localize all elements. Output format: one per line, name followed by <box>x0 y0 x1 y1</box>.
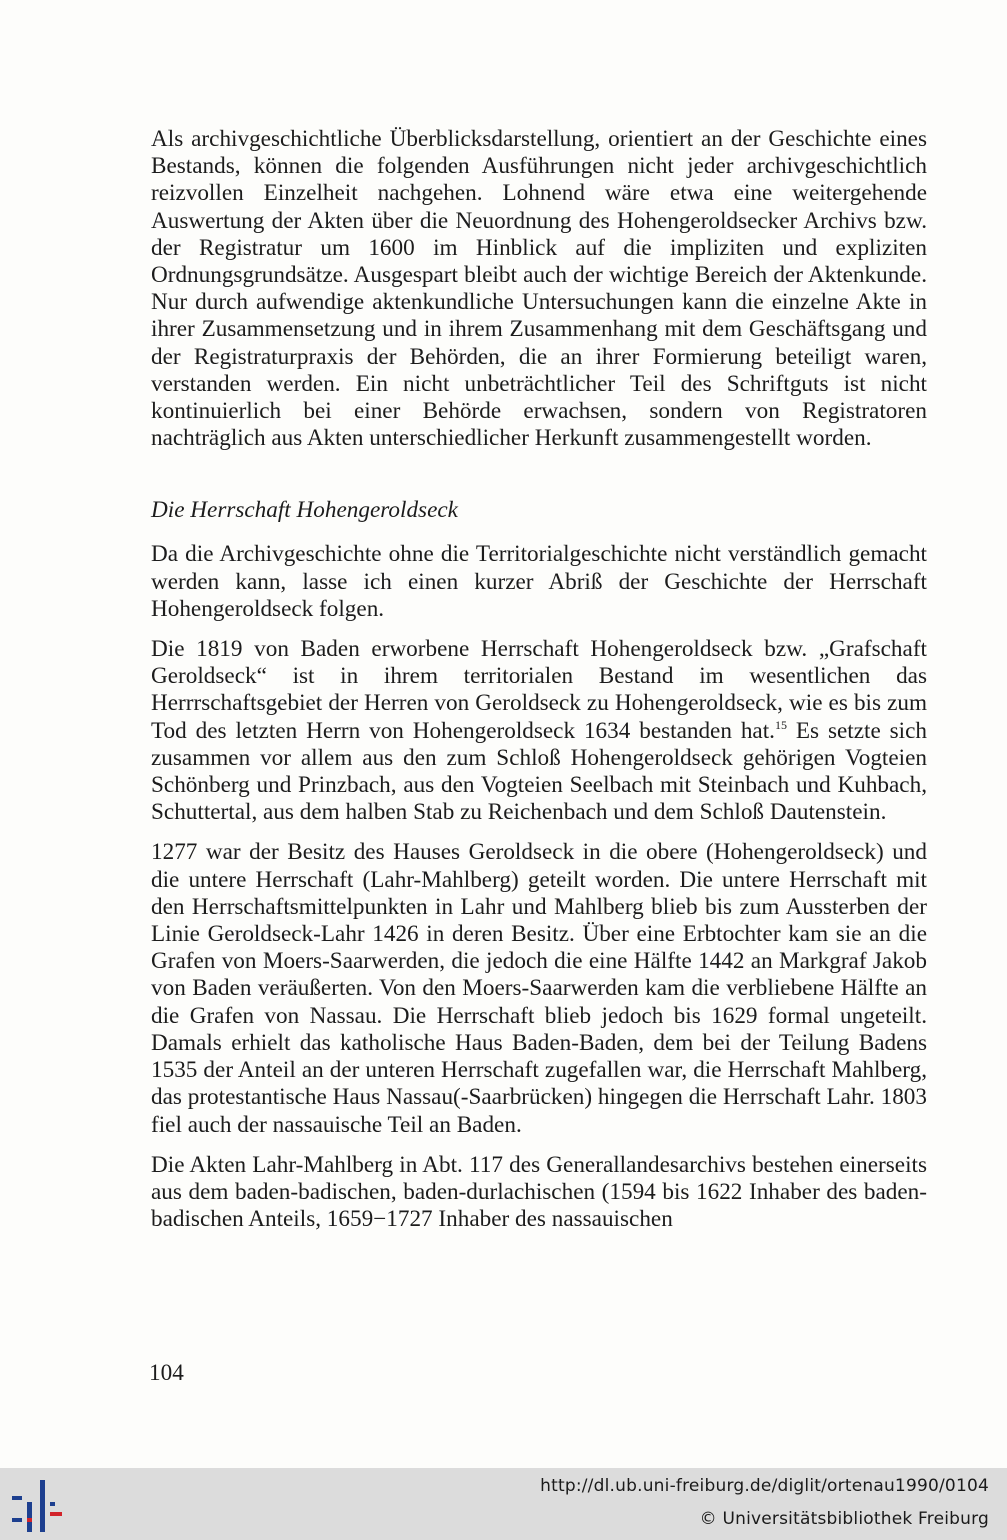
paragraph: Die Akten Lahr-Mahlberg in Abt. 117 des Generallandesarchivs bestehen einerseits aus dem baden-badischen, baden-durlachischen (1594 bis 1622 Inhaber des baden-badischen Anteils, 1659−1727 Inhaber des nassauischen <box>151 1151 927 1233</box>
paragraph-text: Die 1819 von Baden erworbene Herrschaft Hohengeroldseck bzw. „Grafschaft Geroldseck“ ist in ihrem territorialen Bestand im wesentlichen das Herrrschaftsgebiet der Herren von Geroldseck zu Hohengeroldseck, wie es bis zum Tod des letzten Herrn von Hohengeroldseck 1634 bestanden hat. <box>151 636 927 744</box>
paragraph: Als archivgeschichtliche Überblicksdarstellung, orientiert an der Geschichte eines Bestands, können die folgenden Ausführungen nicht jeder archivgeschichtlich reizvollen Einzelheit nachgehen. Lohnend wäre etwa eine weitergehende Auswertung der Akten über die Neuordnung des Hohengeroldsecker Archivs bzw. der Registratur um 1600 im Hinblick auf die impliziten und expliziten Ordnungsgrundsätze. Ausgespart bleibt auch der wichtige Bereich der Aktenkunde. Nur durch aufwendige aktenkundliche Untersuchungen kann die einzelne Akte in ihrer Zusammensetzung und in ihrem Zusammenhang mit dem Geschäftsgang und der Registraturpraxis der Behörden, die an ihrer Formierung beteiligt waren, verstanden werden. Ein nicht unbeträchtlicher Teil des Schriftguts ist nicht kontinuierlich bei einer Behörde erwachsen, sondern von Registratoren nachträglich aus Akten unterschiedlicher Herkunft zusammengestellt worden. <box>151 126 927 452</box>
copyright-notice: © Universitätsbibliothek Freiburg <box>699 1509 989 1529</box>
paragraph-text: Es setzte sich zusammen vor allem aus den zum Schloß Hohengeroldseck gehörigen Vogteien Schönberg und Prinzbach, aus den Vogteien Seelbach mit Steinbach und Kuhbach, Schuttertal, aus dem halben Stab zu Reichenbach und dem Schloß Dautenstein. <box>151 717 927 826</box>
paragraph <box>151 636 927 826</box>
ub-freiburg-logo-icon[interactable] <box>10 1478 66 1534</box>
footnote-reference[interactable]: 15 <box>774 717 787 732</box>
page-number: 104 <box>149 1360 184 1386</box>
section-heading: Die Herrschaft Hohengeroldseck <box>151 497 458 524</box>
body-text <box>151 126 927 1246</box>
document-url-link[interactable]: http://dl.ub.uni-freiburg.de/diglit/ortenau1990/0104 <box>540 1476 989 1496</box>
paragraph: Da die Archivgeschichte ohne die Territorialgeschichte nicht verständlich gemacht werden kann, lasse ich einen kurzer Abriß der Geschichte der Herrschaft Hohengeroldseck folgen. <box>151 541 927 622</box>
footer-bar <box>0 1468 1007 1540</box>
paragraph: 1277 war der Besitz des Hauses Geroldseck in die obere (Hohengeroldseck) und die untere Herrschaft (Lahr-Mahlberg) geteilt worden. Die untere Herrschaft mit den Herrschaftsmittelpunkten in Lahr und Mahlberg blieb bis zum Aussterben der Linie Geroldseck-Lahr 1426 in deren Besitz. Über eine Erbtochter kam sie an die Grafen von Moers-Saarwerden, die jedoch die eine Hälfte 1442 an Markgraf Jakob von Baden veräußerten. Von den Moers-Saarwerden kam die verbliebene Hälfte an die Grafen von Nassau. Die Herrschaft blieb jedoch bis 1629 formal ungeteilt. Damals erhielt das katholische Haus Baden-Baden, dem bei der Teilung Badens 1535 der Anteil an der unteren Herrschaft zugefallen war, die Herrschaft Mahlberg, das protestantische Haus Nassau(-Saarbrücken) hingegen die Herrschaft Lahr. 1803 fiel auch der nassauische Teil an Baden. <box>151 839 927 1138</box>
